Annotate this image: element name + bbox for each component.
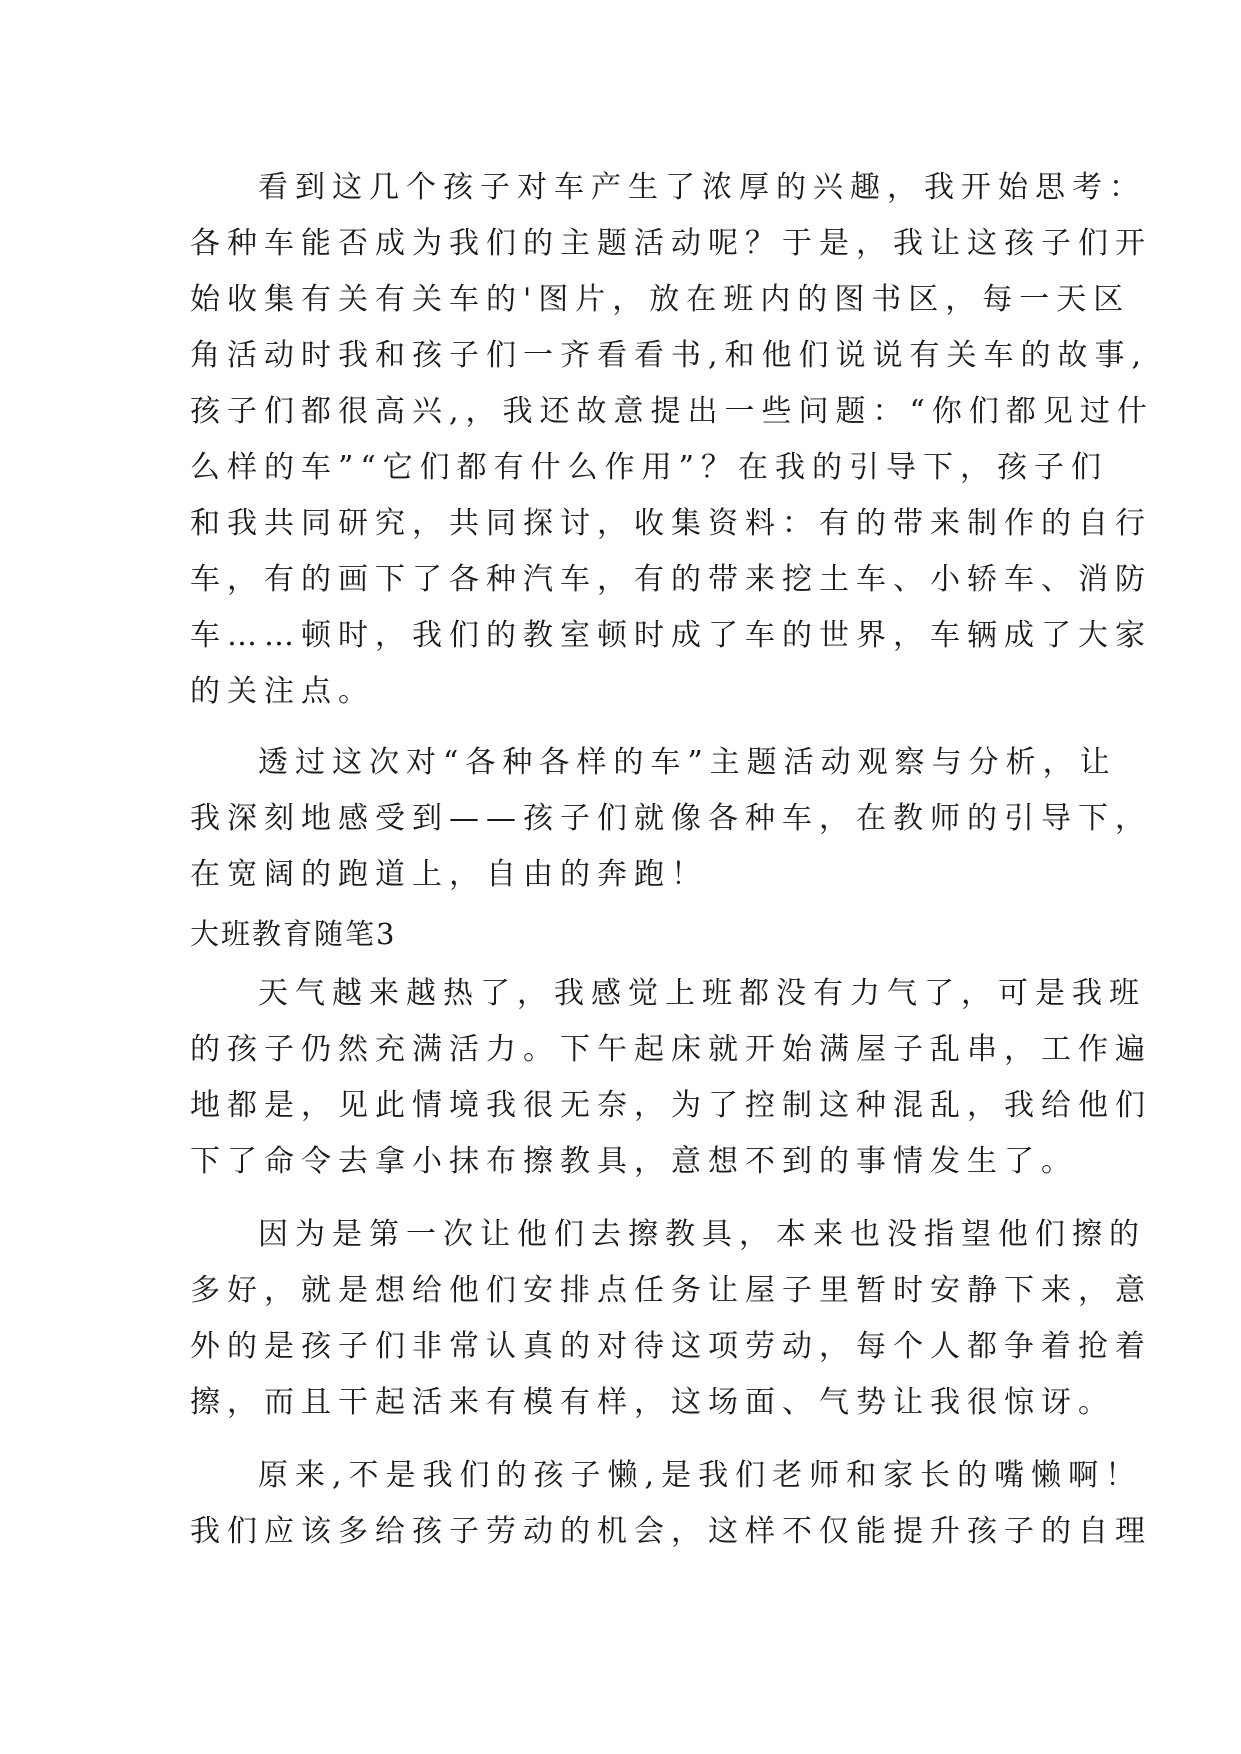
paragraph-line: 地都是，见此情境我很无奈，为了控制这种混乱，我给他们 [190, 1088, 1152, 1123]
paragraph-line: 么样的车”“它们都有什么作用”？在我的引导下，孩子们 [190, 450, 1109, 485]
paragraph-line: 我深刻地感受到——孩子们就像各种车，在教师的引导下， [190, 801, 1152, 836]
paragraph-line: 天气越来越热了，我感觉上班都没有力气了，可是我班 [258, 976, 1146, 1011]
section-heading: 大班教育随笔3 [190, 917, 397, 951]
paragraph-line: 原来,不是我们的孩子懒,是我们老师和家长的嘴懒啊！ [258, 1458, 1143, 1493]
paragraph-line: 在宽阔的跑道上，自由的奔跑！ [190, 857, 708, 892]
paragraph-line: 的孩子仍然充满活力。下午起床就开始满屋子乱串，工作遍 [190, 1032, 1152, 1067]
paragraph-line: 孩子们都很高兴,，我还故意提出一些问题：“你们都见过什 [190, 394, 1154, 429]
paragraph-line: 多好，就是想给他们安排点任务让屋子里暂时安静下来，意 [190, 1273, 1152, 1308]
paragraph-line: 下了命令去拿小抹布擦教具，意想不到的事情发生了。 [190, 1144, 1078, 1179]
paragraph-line: 和我共同研究，共同探讨，收集资料：有的带来制作的自行 [190, 506, 1152, 541]
paragraph-line: 角活动时我和孩子们一齐看看书,和他们说说有关车的故事, [190, 338, 1149, 373]
paragraph-line: 车……顿时，我们的教室顿时成了车的世界，车辆成了大家 [190, 618, 1152, 653]
paragraph-line: 的关注点。 [190, 674, 375, 709]
paragraph-line: 因为是第一次让他们去擦教具，本来也没指望他们擦的 [258, 1217, 1146, 1252]
paragraph-line: 各种车能否成为我们的主题活动呢？于是，我让这孩子们开 [190, 226, 1152, 261]
paragraph-line: 看到这几个孩子对车产生了浓厚的兴趣，我开始思考： [258, 170, 1146, 205]
paragraph-line: 外的是孩子们非常认真的对待这项劳动，每个人都争着抢着 [190, 1329, 1152, 1364]
paragraph-line: 我们应该多给孩子劳动的机会，这样不仅能提升孩子的自理 [190, 1514, 1152, 1549]
paragraph-line: 透过这次对“各种各样的车”主题活动观察与分析，让 [258, 745, 1117, 780]
paragraph-line: 始收集有关有关车的'图片，放在班内的图书区，每一天区 [190, 282, 1131, 317]
paragraph-line: 擦，而且干起活来有模有样，这场面、气势让我很惊讶。 [190, 1385, 1115, 1420]
paragraph-line: 车，有的画下了各种汽车，有的带来挖土车、小轿车、消防 [190, 562, 1152, 597]
